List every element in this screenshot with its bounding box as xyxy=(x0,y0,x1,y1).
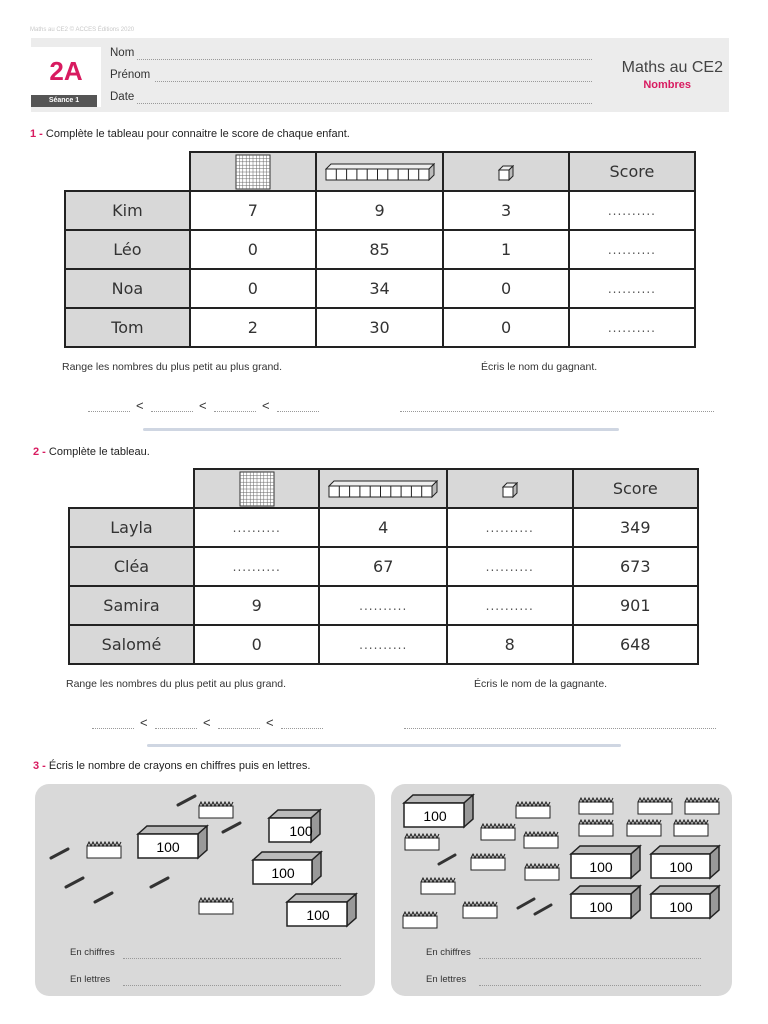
book-title: Maths au CE2 xyxy=(621,59,723,76)
exercise-3-instruction xyxy=(33,760,310,772)
pencil-icon xyxy=(223,823,240,832)
hundreds-cell: 2 xyxy=(190,308,316,347)
pencil-box-icon xyxy=(571,886,640,918)
pencil-box-icon xyxy=(571,846,640,878)
hundreds-header xyxy=(190,152,316,191)
tens-answer-cell[interactable]: .......... xyxy=(319,586,446,625)
exercise-1-order-label: Range les nombres du plus petit au plus grand. xyxy=(62,361,283,373)
unit-cube-icon xyxy=(502,482,518,498)
hundreds-cell: 9 xyxy=(194,586,320,625)
seance-badge: Séance 1 xyxy=(31,95,97,107)
pencil-pack-icon xyxy=(579,798,613,814)
order-blank-1[interactable] xyxy=(92,728,134,729)
pencil-pack-icon xyxy=(516,802,550,818)
box-label: 100 xyxy=(271,865,295,881)
exercise-1-number: 1 - xyxy=(30,128,43,140)
pencil-pack-icon xyxy=(685,798,719,814)
order-blank-4[interactable] xyxy=(277,411,319,412)
score-cell: 901 xyxy=(573,586,698,625)
units-header xyxy=(443,152,568,191)
digits-label: En chiffres xyxy=(426,947,471,958)
pencils-panel-right xyxy=(391,784,732,996)
less-than-sign: < xyxy=(262,398,270,413)
winner-answer-line[interactable] xyxy=(400,411,714,412)
pencil-pack-icon xyxy=(471,854,505,870)
pencil-pack-icon xyxy=(524,832,558,848)
score-answer-cell[interactable]: .......... xyxy=(569,269,695,308)
pencil-icon xyxy=(178,796,195,805)
letters-answer-line[interactable] xyxy=(479,985,701,986)
digits-answer-line[interactable] xyxy=(479,958,701,959)
row-name: Samira xyxy=(69,586,194,625)
unit-cube-icon xyxy=(498,165,514,181)
row-name: Léo xyxy=(65,230,190,269)
tens-cell: 4 xyxy=(319,508,446,547)
name-line[interactable] xyxy=(137,59,592,60)
section-separator xyxy=(143,428,619,431)
section-separator xyxy=(147,744,621,747)
worksheet-header xyxy=(31,38,729,112)
units-answer-cell[interactable]: .......... xyxy=(447,508,573,547)
hundreds-header xyxy=(194,469,320,508)
box-label: 100 xyxy=(156,839,180,855)
pencil-pack-icon xyxy=(579,820,613,836)
pencil-pack-icon xyxy=(627,820,661,836)
letters-label: En lettres xyxy=(426,974,467,985)
digits-answer-line[interactable] xyxy=(123,958,341,959)
pencil-icon xyxy=(439,855,455,864)
hundreds-cell: 0 xyxy=(190,230,316,269)
units-cell: 1 xyxy=(443,230,568,269)
pencil-box-icon xyxy=(404,795,473,827)
less-than-sign: < xyxy=(199,398,207,413)
pencil-icon xyxy=(151,878,168,887)
date-line[interactable] xyxy=(137,103,592,104)
exercise-1-table xyxy=(64,151,696,348)
copyright-note: Maths au CE2 © ACCES Éditions 2020 xyxy=(30,27,135,33)
units-answer-cell[interactable]: .......... xyxy=(447,547,573,586)
exercise-2-text: Complète le tableau. xyxy=(48,446,150,458)
units-header xyxy=(447,469,573,508)
row-name: Kim xyxy=(65,191,190,230)
exercise-2-table xyxy=(68,468,699,665)
tens-cell: 30 xyxy=(316,308,444,347)
order-blank-2[interactable] xyxy=(151,411,193,412)
tens-cell: 9 xyxy=(316,191,444,230)
firstname-label: Prénom xyxy=(110,69,151,81)
hundreds-cell: 0 xyxy=(190,269,316,308)
pencil-box-icon xyxy=(269,810,320,842)
letters-label: En lettres xyxy=(70,974,111,985)
box-label: 100 xyxy=(589,859,613,875)
winner-answer-line[interactable] xyxy=(404,728,716,729)
hundreds-answer-cell[interactable]: .......... xyxy=(194,547,320,586)
pencil-pack-icon xyxy=(638,798,672,814)
tens-answer-cell[interactable]: .......... xyxy=(319,625,446,664)
exercise-2-order-label: Range les nombres du plus petit au plus grand. xyxy=(66,678,287,690)
ten-rod-icon xyxy=(328,480,438,498)
less-than-sign: < xyxy=(140,715,148,730)
score-answer-cell[interactable]: .......... xyxy=(569,308,695,347)
pencil-pack-icon xyxy=(199,898,233,914)
tens-header xyxy=(319,469,446,508)
score-header: Score xyxy=(573,469,698,508)
level-label: 2A xyxy=(49,56,83,86)
order-blank-3[interactable] xyxy=(218,728,260,729)
order-blank-2[interactable] xyxy=(155,728,197,729)
hundred-grid-icon xyxy=(239,471,275,507)
tens-cell: 34 xyxy=(316,269,444,308)
exercise-1-instruction xyxy=(30,128,350,140)
pencil-icon xyxy=(535,905,551,914)
box-label: 100 xyxy=(589,899,613,915)
pencil-pack-icon xyxy=(421,878,455,894)
row-name: Salomé xyxy=(69,625,194,664)
score-answer-cell[interactable]: .......... xyxy=(569,191,695,230)
pencil-box-icon xyxy=(651,846,719,878)
hundred-grid-icon xyxy=(235,154,271,190)
score-cell: 673 xyxy=(573,547,698,586)
pencil-pack-icon xyxy=(525,864,559,880)
order-blank-1[interactable] xyxy=(88,411,130,412)
exercise-1-text: Complète le tableau pour connaitre le score de chaque enfant. xyxy=(45,128,350,140)
firstname-line[interactable] xyxy=(155,81,592,82)
row-name: Layla xyxy=(69,508,194,547)
pencil-icon xyxy=(518,899,534,908)
pencil-pack-icon xyxy=(403,912,437,928)
ten-rod-icon xyxy=(325,163,435,181)
pencil-icon xyxy=(51,849,68,858)
pencil-box-icon xyxy=(253,852,321,884)
digits-label: En chiffres xyxy=(70,947,115,958)
pencil-pack-icon xyxy=(199,802,233,818)
hundreds-cell: 7 xyxy=(190,191,316,230)
pencil-pack-icon xyxy=(674,820,708,836)
letters-answer-line[interactable] xyxy=(123,985,341,986)
score-answer-cell[interactable]: .......... xyxy=(569,230,695,269)
hundreds-answer-cell[interactable]: .......... xyxy=(194,508,320,547)
units-answer-cell[interactable]: .......... xyxy=(447,586,573,625)
units-cell: 8 xyxy=(447,625,573,664)
tens-cell: 67 xyxy=(319,547,446,586)
pencil-box-icon xyxy=(287,894,356,926)
exercise-3-number: 3 - xyxy=(33,760,46,772)
name-label: Nom xyxy=(110,47,135,59)
pencil-pack-icon xyxy=(87,842,121,858)
exercise-1-winner-label: Écris le nom du gagnant. xyxy=(481,361,598,373)
pencil-drawing xyxy=(35,784,375,934)
box-label: 100 xyxy=(669,899,693,915)
chapter-subtitle: Nombres xyxy=(643,79,691,91)
units-cell: 3 xyxy=(443,191,568,230)
units-cell: 0 xyxy=(443,269,568,308)
less-than-sign: < xyxy=(203,715,211,730)
row-name: Noa xyxy=(65,269,190,308)
tens-header xyxy=(316,152,444,191)
row-name: Cléa xyxy=(69,547,194,586)
box-label: 100 xyxy=(669,859,693,875)
less-than-sign: < xyxy=(266,715,274,730)
level-box xyxy=(31,47,101,107)
pencil-pack-icon xyxy=(463,902,497,918)
order-blank-4[interactable] xyxy=(281,728,323,729)
pencils-panel-left xyxy=(35,784,375,996)
pencil-pack-icon xyxy=(481,824,515,840)
order-blank-3[interactable] xyxy=(214,411,256,412)
less-than-sign: < xyxy=(136,398,144,413)
units-cell: 0 xyxy=(443,308,568,347)
date-label: Date xyxy=(110,91,135,103)
pencil-pack-icon xyxy=(405,834,439,850)
box-label: 100 xyxy=(289,823,313,839)
pencil-icon xyxy=(66,878,83,887)
exercise-2-number: 2 - xyxy=(33,446,46,458)
pencil-drawing xyxy=(391,784,732,934)
hundreds-cell: 0 xyxy=(194,625,320,664)
pencil-box-icon xyxy=(138,826,207,858)
score-cell: 349 xyxy=(573,508,698,547)
score-header: Score xyxy=(569,152,695,191)
tens-cell: 85 xyxy=(316,230,444,269)
exercise-2-instruction xyxy=(33,446,150,458)
score-cell: 648 xyxy=(573,625,698,664)
pencil-icon xyxy=(95,893,112,902)
exercise-3-text: Écris le nombre de crayons en chiffres puis en lettres. xyxy=(48,760,311,772)
box-label: 100 xyxy=(423,808,447,824)
pencil-box-icon xyxy=(651,886,719,918)
row-name: Tom xyxy=(65,308,190,347)
exercise-2-winner-label: Écris le nom de la gagnante. xyxy=(474,678,608,690)
box-label: 100 xyxy=(306,907,330,923)
